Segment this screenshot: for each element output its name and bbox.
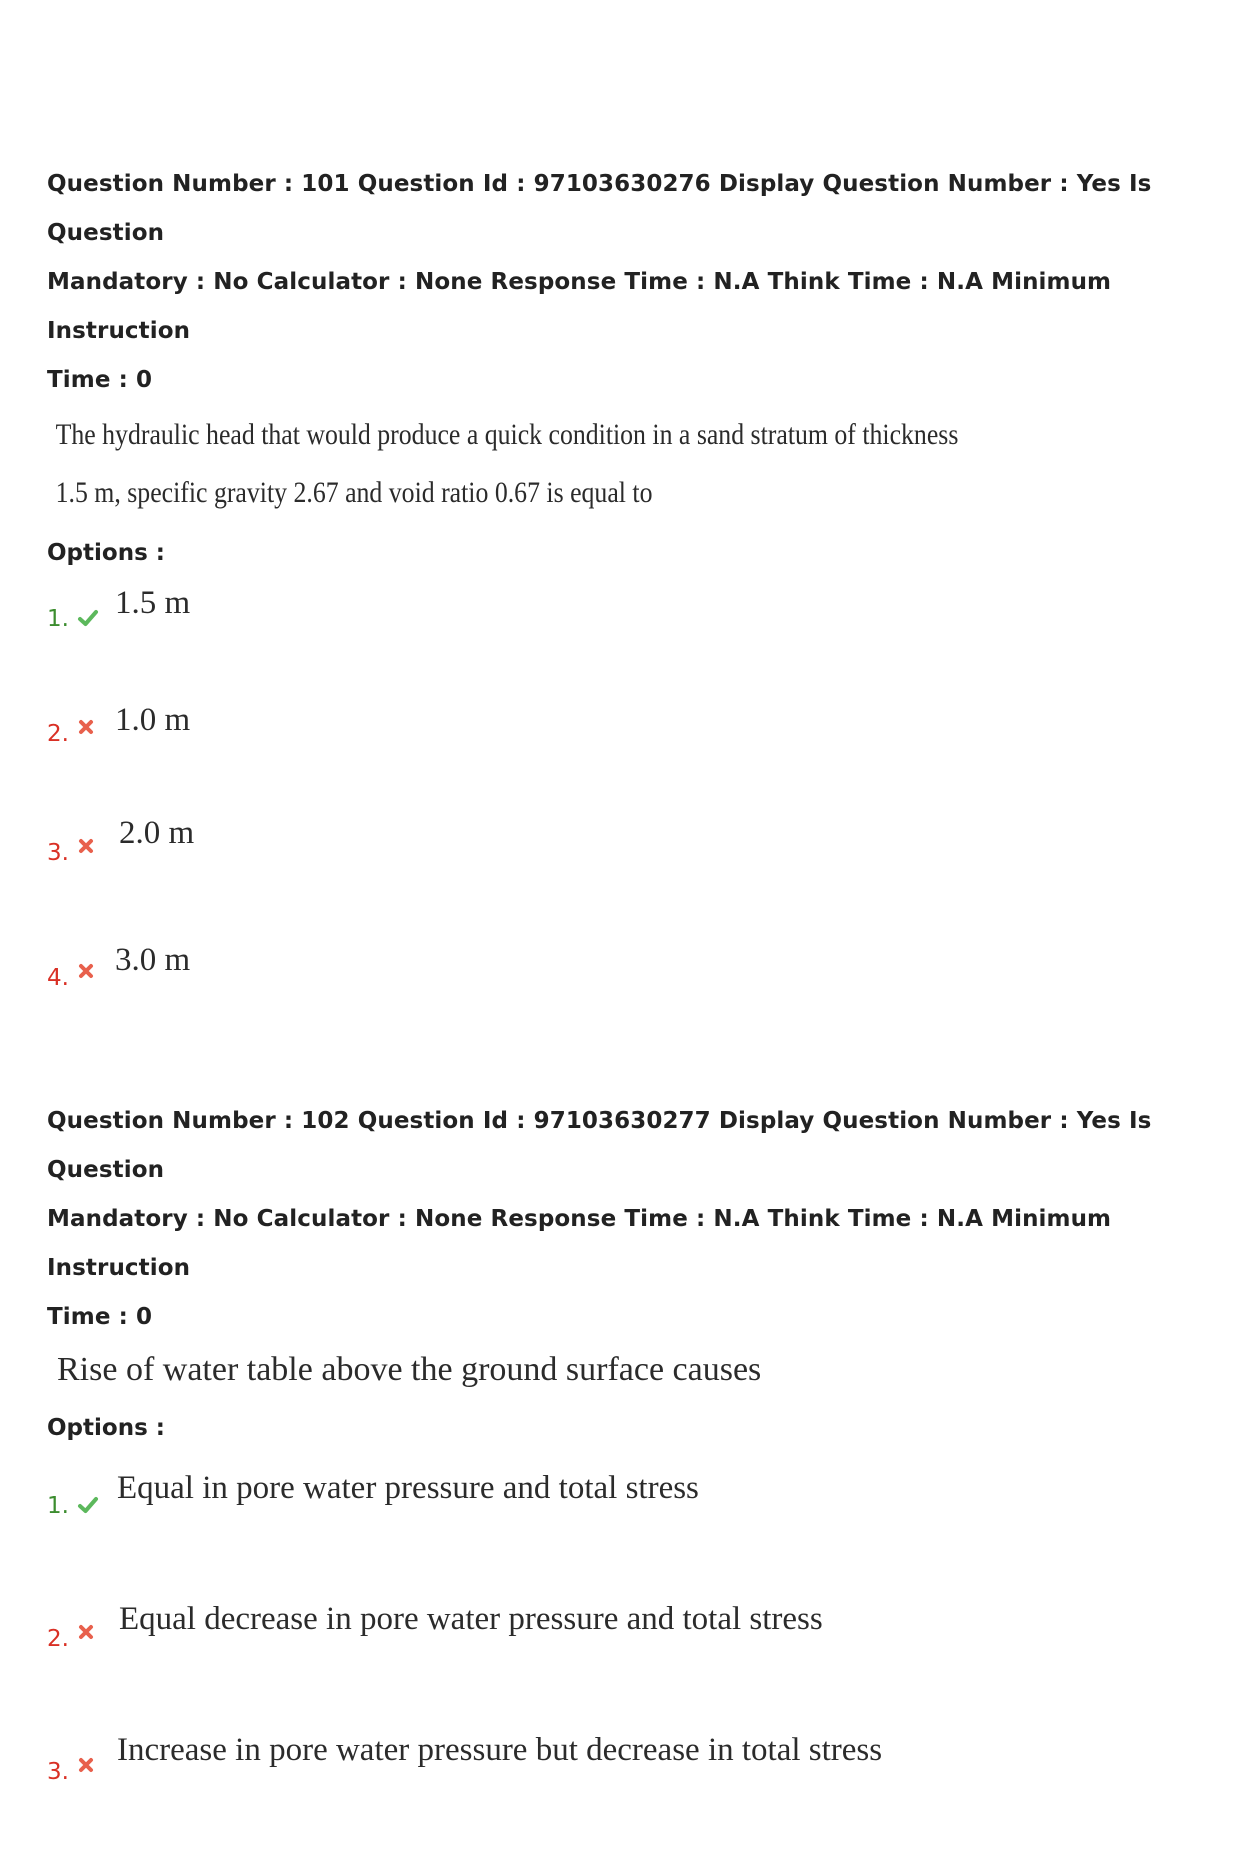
options-label: Options :: [47, 540, 165, 566]
option-number: 3.: [47, 840, 69, 866]
option-number: 3.: [47, 1759, 69, 1785]
question-meta-line: Time : 0: [47, 367, 153, 393]
question-meta-line: Mandatory : No Calculator : None Response Time : N.A Think Time : N.A Minimum Instruction: [47, 1206, 1112, 1281]
option-item[interactable]: [47, 1734, 1207, 1867]
cross-icon: [77, 962, 95, 980]
option-number: 2.: [47, 721, 69, 747]
cross-icon: [77, 837, 95, 855]
question-block-101: [47, 160, 1207, 1085]
option-text: 2.0 m: [119, 815, 195, 851]
option-item[interactable]: [47, 587, 1207, 716]
question-meta-line: Mandatory : No Calculator : None Response Time : N.A Think Time : N.A Minimum Instruction: [47, 269, 1112, 344]
option-number: 4.: [47, 965, 69, 991]
question-stem: 1.5 m, specific gravity 2.67 and void ratio 0.67 is equal to: [55, 476, 653, 509]
cross-icon: [77, 718, 95, 736]
option-text: Equal in pore water pressure and total stress: [117, 1470, 699, 1506]
check-icon: [77, 1494, 99, 1516]
option-item[interactable]: [47, 942, 1207, 1085]
option-text: Increase in pore water pressure but decrease in total stress: [117, 1732, 883, 1768]
option-item[interactable]: [47, 1601, 1207, 1734]
question-meta-line: Question Number : 102 Question Id : 97103630277 Display Question Number : Yes Is Question: [47, 1108, 1152, 1183]
question-stem: The hydraulic head that would produce a quick condition in a sand stratum of thickness: [55, 418, 959, 451]
question-block-102: [47, 1097, 1207, 1867]
cross-icon: [77, 1756, 95, 1774]
option-number: 1.: [47, 606, 69, 632]
option-text: Equal decrease in pore water pressure and total stress: [119, 1601, 823, 1637]
option-number: 1.: [47, 1493, 69, 1519]
cross-icon: [77, 1623, 95, 1641]
check-icon: [77, 607, 99, 629]
question-stem: Rise of water table above the ground surface causes: [57, 1351, 762, 1388]
option-text: 1.0 m: [115, 702, 191, 738]
option-item[interactable]: [47, 1468, 1207, 1601]
question-meta-line: Question Number : 101 Question Id : 97103630276 Display Question Number : Yes Is Question: [47, 171, 1152, 246]
option-item[interactable]: [47, 702, 1207, 831]
question-meta-line: Time : 0: [47, 1304, 153, 1330]
option-item[interactable]: [47, 815, 1207, 956]
option-text: 1.5 m: [115, 585, 191, 621]
option-number: 2.: [47, 1626, 69, 1652]
options-label: Options :: [47, 1415, 165, 1441]
option-text: 3.0 m: [115, 942, 191, 978]
